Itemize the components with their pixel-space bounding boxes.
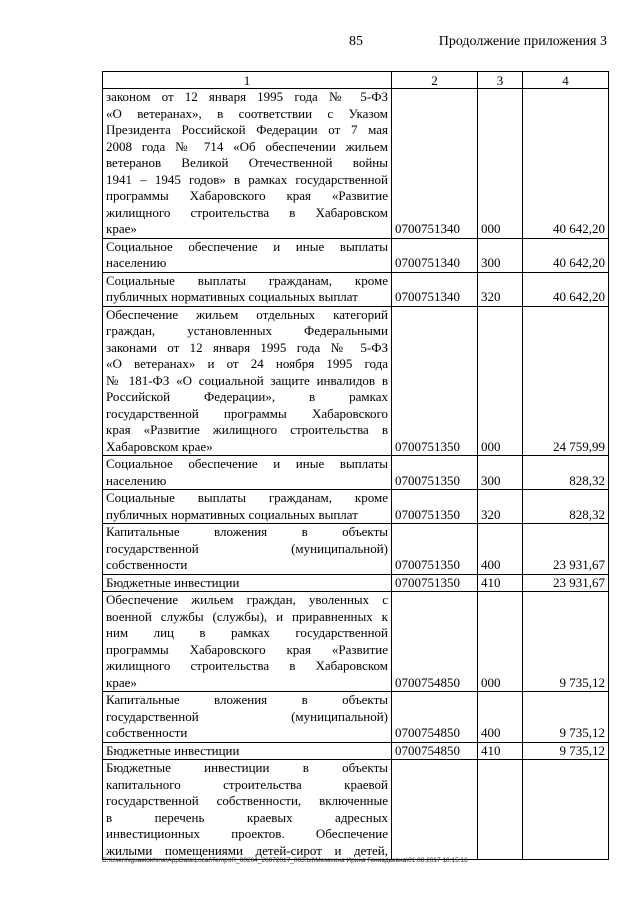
description-line: государственной (муниципальной) <box>106 708 388 724</box>
description-line: Хабаровском крае» <box>106 438 213 454</box>
description-line: законами от 12 января 1995 года № 5-ФЗ <box>106 339 388 355</box>
table-row <box>103 592 609 692</box>
description-line: Социальные выплаты гражданам, кроме <box>106 272 388 288</box>
target-article-code: 0700754850 <box>392 592 478 692</box>
table-row <box>103 238 609 272</box>
description-line: собственности <box>106 725 188 740</box>
table-row <box>103 524 609 575</box>
page-header <box>0 34 640 54</box>
row-description <box>103 272 392 306</box>
table-row <box>103 760 609 860</box>
amount: 40 642,20 <box>523 89 609 239</box>
description-line: Российской Федерации», в рамках <box>106 389 388 404</box>
row-description <box>103 524 392 575</box>
row-description <box>103 456 392 490</box>
description-line: Социальное обеспечение и иные выплаты <box>106 456 388 471</box>
target-article-code: 0700751350 <box>392 524 478 575</box>
expense-type-code: 000 <box>478 592 523 692</box>
table-row <box>103 742 609 760</box>
amount <box>523 760 609 860</box>
expense-type-code: 000 <box>478 306 523 456</box>
description-line: населению <box>106 255 167 270</box>
target-article-code: 0700751350 <box>392 306 478 456</box>
footer-path: C:\Users\iguaelokhina\AppData\Local\Temp\IR_00264_26072017_003.txt\Мезехина Ирина Геннадьевна\01.08.2017 10:15:16 <box>102 857 468 864</box>
budget-table <box>102 71 609 860</box>
description-line: Обеспечение жильем граждан, уволенных с <box>106 592 388 607</box>
row-description <box>103 760 392 860</box>
description-line: Социальное обеспечение и иные выплаты <box>106 238 388 254</box>
amount: 828,32 <box>523 490 609 524</box>
description-line: Социальные выплаты гражданам, кроме <box>106 490 388 505</box>
amount: 40 642,20 <box>523 238 609 272</box>
row-description <box>103 574 392 592</box>
table-row <box>103 272 609 306</box>
table-row <box>103 456 609 490</box>
target-article-code: 0700754850 <box>392 692 478 743</box>
target-article-code: 0700751350 <box>392 574 478 592</box>
description-line: программы Хабаровского края «Развитие <box>106 641 388 657</box>
description-line: 2008 года № 714 «Об обеспечении жильем <box>106 138 388 154</box>
target-article-code <box>392 760 478 860</box>
description-line: в перечень краевых адресных <box>106 809 388 825</box>
description-line: государственной (муниципальной) <box>106 540 388 556</box>
amount: 9 735,12 <box>523 592 609 692</box>
table-row <box>103 89 609 239</box>
description-line: крае» <box>106 221 137 236</box>
description-line: законом от 12 января 1995 года № 5-ФЗ <box>106 89 388 104</box>
amount: 828,32 <box>523 456 609 490</box>
amount: 9 735,12 <box>523 742 609 760</box>
description-line: публичных нормативных социальных выплат <box>106 506 358 522</box>
row-description <box>103 238 392 272</box>
description-line: «О ветеранах» и от 24 ноября 1995 года <box>106 356 388 371</box>
description-line: ним лиц в рамках государственной <box>106 625 388 640</box>
amount: 23 931,67 <box>523 524 609 575</box>
column-header-4: 4 <box>523 72 609 89</box>
amount: 24 759,99 <box>523 306 609 456</box>
description-line: Бюджетные инвестиции <box>106 742 240 758</box>
description-line: программы Хабаровского края «Развитие <box>106 188 388 203</box>
expense-type-code: 300 <box>478 238 523 272</box>
description-line: ветеранов Великой Отечественной войны <box>106 155 388 170</box>
column-number-row <box>103 72 609 89</box>
expense-type-code: 320 <box>478 272 523 306</box>
table-row <box>103 306 609 456</box>
description-line: Бюджетные инвестиции <box>106 574 240 590</box>
column-header-3: 3 <box>478 72 523 89</box>
amount: 9 735,12 <box>523 692 609 743</box>
row-description <box>103 306 392 456</box>
row-description <box>103 592 392 692</box>
expense-type-code: 000 <box>478 89 523 239</box>
description-line: «О ветеранах», в соответствии с Указом <box>106 105 388 121</box>
description-line: № 181-ФЗ «О социальной защите инвалидов в <box>106 372 388 388</box>
expense-type-code: 300 <box>478 456 523 490</box>
row-description <box>103 742 392 760</box>
column-header-2: 2 <box>392 72 478 89</box>
description-line: 1941 – 1945 годов» в рамках государственной <box>106 171 388 187</box>
description-line: Обеспечение жильем отдельных категорий <box>106 306 388 322</box>
table-body <box>103 89 609 860</box>
amount: 40 642,20 <box>523 272 609 306</box>
expense-type-code: 400 <box>478 692 523 743</box>
description-line: инвестиционных проектов. Обеспечение <box>106 826 388 841</box>
column-header-1: 1 <box>103 72 392 89</box>
row-description <box>103 89 392 239</box>
expense-type-code: 410 <box>478 742 523 760</box>
description-line: граждан, установленных Федеральными <box>106 323 388 338</box>
description-line: государственной программы Хабаровского <box>106 405 388 421</box>
page-number: 85 <box>349 34 363 49</box>
description-line: Президента Российской Федерации от 7 мая <box>106 122 388 137</box>
target-article-code: 0700751340 <box>392 272 478 306</box>
description-line: населению <box>106 472 167 488</box>
continuation-label: Продолжение приложения 3 <box>438 34 607 49</box>
table-row <box>103 692 609 743</box>
amount: 23 931,67 <box>523 574 609 592</box>
table-row <box>103 490 609 524</box>
row-description <box>103 490 392 524</box>
description-line: жилищного строительства в Хабаровском <box>106 658 388 673</box>
row-description <box>103 692 392 743</box>
description-line: военной службы (службы), и приравненных к <box>106 608 388 624</box>
expense-type-code <box>478 760 523 860</box>
description-line: государственной собственности, включенные <box>106 793 388 808</box>
description-line: крае» <box>106 674 137 690</box>
target-article-code: 0700751340 <box>392 89 478 239</box>
expense-type-code: 400 <box>478 524 523 575</box>
target-article-code: 0700754850 <box>392 742 478 760</box>
target-article-code: 0700751350 <box>392 456 478 490</box>
expense-type-code: 320 <box>478 490 523 524</box>
description-line: края «Развитие жилищного строительства в <box>106 422 388 437</box>
table-row <box>103 574 609 592</box>
description-line: Капитальные вложения в объекты <box>106 692 388 707</box>
target-article-code: 0700751350 <box>392 490 478 524</box>
expense-type-code: 410 <box>478 574 523 592</box>
description-line: жилыми помещениями детей-сирот и детей, <box>106 842 388 858</box>
description-line: Капитальные вложения в объекты <box>106 524 388 539</box>
description-line: собственности <box>106 557 188 572</box>
description-line: жилищного строительства в Хабаровском <box>106 204 388 220</box>
description-line: Бюджетные инвестиции в объекты <box>106 760 388 775</box>
target-article-code: 0700751340 <box>392 238 478 272</box>
description-line: публичных нормативных социальных выплат <box>106 289 358 304</box>
description-line: капитального строительства краевой <box>106 776 388 792</box>
